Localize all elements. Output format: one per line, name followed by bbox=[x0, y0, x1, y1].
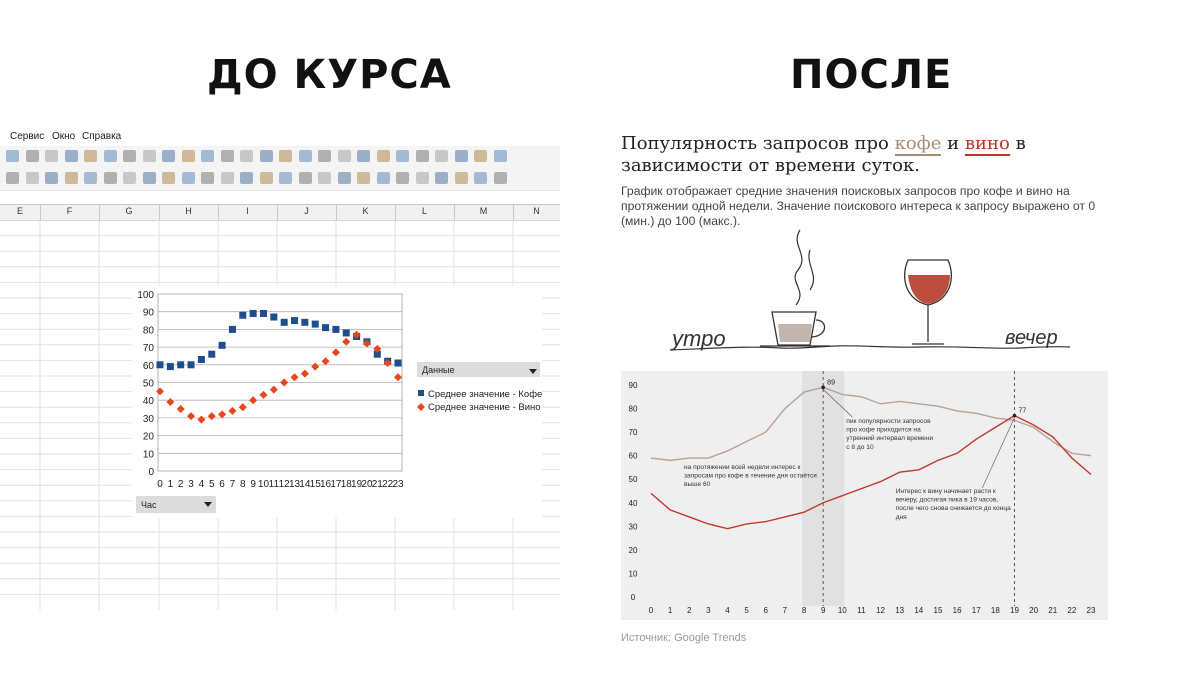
chart-description: График отображает средние значения поисковых запросов про кофе и вино на протяжении одной недели. Значение поискового интереса к запросу выражено от 0 (мин.) до 100 (макс.). bbox=[621, 184, 1096, 228]
excel-x-tick-label: 6 bbox=[219, 479, 225, 490]
excel-x-tick-label: 12 bbox=[278, 479, 290, 490]
excel-x-tick-label: 0 bbox=[157, 479, 163, 490]
menu-help[interactable]: Справка bbox=[82, 131, 122, 142]
excel-coffee-point bbox=[301, 319, 308, 326]
excel-x-tick-label: 13 bbox=[288, 479, 301, 490]
y-tick-label: 20 bbox=[628, 545, 638, 555]
peak-label: 77 bbox=[1018, 407, 1027, 415]
excel-coffee-point bbox=[343, 329, 350, 336]
annotation-leader bbox=[982, 418, 1014, 488]
excel-coffee-point bbox=[239, 312, 246, 319]
excel-x-tick-label: 16 bbox=[320, 479, 332, 490]
column-header[interactable]: L bbox=[421, 206, 427, 216]
x-tick-label: 23 bbox=[1086, 606, 1096, 615]
x-tick-label: 15 bbox=[933, 606, 943, 615]
x-tick-label: 1 bbox=[667, 606, 673, 615]
excel-coffee-point bbox=[332, 326, 339, 333]
title-text-and: и bbox=[941, 133, 965, 154]
x-tick-label: 18 bbox=[990, 606, 1000, 615]
menu-service[interactable]: Сервис bbox=[10, 131, 45, 142]
x-tick-label: 4 bbox=[725, 606, 730, 615]
y-tick-label: 30 bbox=[628, 522, 638, 532]
excel-y-tick-label: 30 bbox=[142, 413, 154, 425]
axis-dropdown-label: Час bbox=[141, 500, 157, 510]
excel-coffee-point bbox=[250, 310, 257, 317]
x-tick-label: 0 bbox=[648, 606, 654, 615]
excel-x-tick-label: 10 bbox=[257, 479, 270, 490]
menu-window[interactable]: Окно bbox=[52, 131, 76, 142]
excel-x-tick-label: 18 bbox=[340, 479, 352, 490]
source-note: Источник: Google Trends bbox=[621, 632, 747, 644]
spreadsheet-window bbox=[0, 128, 560, 610]
annotation-coffee-above-60: на протяжении всей недели интерес к запросам про кофе в течение дня остаётся выше 60 bbox=[684, 464, 817, 489]
x-tick-label: 20 bbox=[1029, 606, 1039, 615]
excel-coffee-point bbox=[177, 361, 184, 368]
legend-dropdown-label: Данные bbox=[422, 365, 455, 375]
excel-coffee-point bbox=[167, 363, 174, 370]
illus-morning-label: утро bbox=[672, 326, 726, 351]
column-header[interactable]: E bbox=[16, 206, 23, 216]
excel-coffee-point bbox=[198, 356, 205, 363]
x-tick-label: 21 bbox=[1048, 606, 1058, 615]
peak-marker bbox=[1013, 414, 1017, 418]
excel-coffee-point bbox=[281, 319, 288, 326]
x-tick-label: 13 bbox=[895, 606, 905, 615]
excel-y-tick-label: 60 bbox=[142, 360, 154, 372]
legend-label-coffee: Среднее значение - Кофе bbox=[428, 389, 543, 400]
x-tick-label: 14 bbox=[914, 606, 924, 615]
excel-x-tick-label: 11 bbox=[268, 479, 280, 490]
excel-coffee-point bbox=[157, 361, 164, 368]
y-tick-label: 40 bbox=[628, 498, 638, 508]
column-header[interactable]: G bbox=[125, 206, 133, 216]
x-tick-label: 19 bbox=[1010, 606, 1019, 615]
excel-y-tick-label: 0 bbox=[148, 467, 154, 478]
excel-x-tick-label: 8 bbox=[240, 479, 246, 490]
chart-title bbox=[621, 133, 1091, 177]
excel-y-tick-label: 70 bbox=[142, 343, 154, 355]
annotation-coffee-peak: пик популярности запросов про кофе приходится на утренний интервал времени с 8 до 10 bbox=[846, 418, 934, 451]
excel-x-tick-label: 3 bbox=[188, 479, 194, 490]
title-wine-word: вино bbox=[964, 133, 1010, 154]
y-tick-label: 90 bbox=[628, 381, 638, 390]
title-text-1: Популярность запросов про bbox=[621, 133, 895, 154]
illus-evening-label: вечер bbox=[1005, 327, 1058, 349]
x-tick-label: 9 bbox=[820, 606, 826, 615]
excel-coffee-point bbox=[208, 351, 215, 358]
peak-marker bbox=[821, 386, 825, 390]
excel-x-tick-label: 22 bbox=[382, 479, 394, 490]
column-header[interactable]: N bbox=[533, 206, 540, 216]
excel-x-tick-label: 14 bbox=[299, 479, 311, 490]
column-header[interactable]: K bbox=[362, 206, 369, 216]
steam-icon bbox=[795, 230, 813, 305]
excel-x-tick-label: 4 bbox=[198, 479, 205, 490]
excel-x-tick-label: 19 bbox=[351, 479, 363, 490]
legend-swatch-coffee bbox=[418, 390, 424, 396]
excel-x-tick-label: 1 bbox=[167, 479, 174, 490]
final-chart[interactable] bbox=[621, 371, 1108, 620]
x-tick-label: 3 bbox=[706, 606, 711, 615]
annotation-wine-peak: Интерес к вину начинает расти к вечеру, достигая пика в 19 часов, после чего снова снижается до конца дня bbox=[895, 488, 1011, 521]
excel-y-tick-label: 20 bbox=[142, 431, 154, 443]
x-tick-label: 16 bbox=[952, 606, 962, 615]
y-tick-label: 70 bbox=[628, 428, 638, 438]
excel-chart[interactable] bbox=[0, 128, 560, 610]
y-tick-label: 60 bbox=[628, 451, 638, 461]
excel-x-tick-label: 17 bbox=[330, 479, 342, 490]
column-header[interactable]: F bbox=[66, 206, 73, 216]
excel-coffee-point bbox=[291, 317, 298, 324]
heading-before: ДО КУРСА bbox=[207, 52, 452, 98]
excel-y-tick-label: 80 bbox=[142, 325, 154, 337]
x-tick-label: 17 bbox=[971, 606, 981, 615]
excel-x-tick-label: 2 bbox=[177, 479, 184, 490]
heading-after: ПОСЛЕ bbox=[790, 52, 953, 98]
excel-x-tick-label: 7 bbox=[229, 479, 236, 490]
x-tick-label: 2 bbox=[687, 606, 692, 615]
x-tick-label: 6 bbox=[763, 606, 769, 615]
excel-y-tick-label: 50 bbox=[142, 378, 154, 390]
title-text-2: в зависимости от времени суток. bbox=[621, 133, 1026, 176]
excel-coffee-point bbox=[219, 342, 226, 349]
y-tick-label: 10 bbox=[628, 569, 638, 579]
illustration bbox=[660, 220, 1080, 370]
excel-x-tick-label: 15 bbox=[309, 479, 321, 490]
x-tick-label: 22 bbox=[1067, 606, 1077, 615]
x-tick-label: 12 bbox=[876, 606, 886, 615]
column-header[interactable]: H bbox=[185, 206, 192, 216]
excel-coffee-point bbox=[395, 360, 402, 367]
excel-x-tick-label: 5 bbox=[208, 479, 215, 490]
legend-label-wine: Среднее значение - Вино bbox=[428, 402, 541, 413]
title-coffee-word: кофе bbox=[894, 133, 942, 154]
excel-x-tick-label: 9 bbox=[250, 479, 256, 490]
x-tick-label: 11 bbox=[857, 606, 866, 615]
peak-label: 89 bbox=[827, 379, 835, 387]
x-tick-label: 7 bbox=[782, 606, 788, 615]
excel-coffee-point bbox=[260, 310, 267, 317]
column-header[interactable]: J bbox=[304, 206, 309, 216]
y-tick-label: 80 bbox=[628, 404, 638, 414]
x-tick-label: 10 bbox=[837, 606, 847, 615]
excel-coffee-point bbox=[229, 326, 236, 333]
y-tick-label: 0 bbox=[630, 593, 636, 602]
excel-y-tick-label: 90 bbox=[142, 307, 154, 319]
column-header[interactable]: I bbox=[246, 206, 249, 216]
excel-coffee-point bbox=[322, 324, 329, 331]
excel-x-tick-label: 20 bbox=[361, 479, 373, 490]
x-tick-label: 8 bbox=[801, 606, 807, 615]
excel-coffee-point bbox=[188, 361, 195, 368]
excel-x-tick-label: 21 bbox=[371, 479, 383, 490]
excel-coffee-point bbox=[270, 314, 277, 321]
excel-x-tick-label: 23 bbox=[392, 479, 404, 490]
excel-y-tick-label: 100 bbox=[137, 290, 154, 301]
y-tick-label: 50 bbox=[628, 475, 638, 485]
excel-coffee-point bbox=[312, 321, 319, 328]
excel-y-tick-label: 40 bbox=[142, 396, 154, 408]
excel-y-tick-label: 10 bbox=[142, 449, 154, 461]
x-tick-label: 5 bbox=[744, 606, 749, 615]
column-header[interactable]: M bbox=[479, 206, 488, 216]
